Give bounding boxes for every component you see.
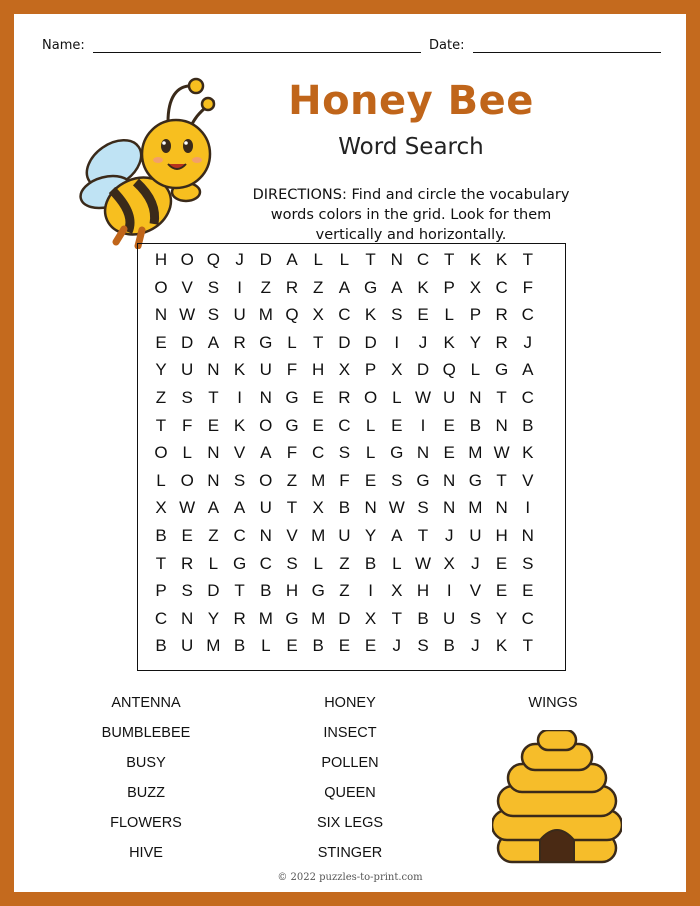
grid-letter[interactable]: M — [206, 636, 221, 656]
word-list-item: ANTENNA — [111, 695, 181, 711]
grid-letter[interactable]: H — [285, 581, 299, 601]
grid-letter[interactable]: H — [312, 360, 325, 380]
grid-letter[interactable]: Z — [260, 277, 271, 297]
word-list-item: QUEEN — [324, 785, 376, 801]
grid-letter[interactable]: N — [364, 498, 377, 518]
grid-letter[interactable]: T — [312, 332, 324, 352]
grid-letter[interactable]: U — [469, 526, 482, 545]
grid-letter[interactable]: A — [233, 498, 246, 518]
grid-letter[interactable]: C — [338, 305, 351, 325]
grid-letter[interactable]: M — [311, 470, 326, 490]
grid-letter[interactable]: Z — [312, 277, 324, 297]
grid-letter[interactable]: N — [469, 388, 482, 407]
grid-letter[interactable]: F — [522, 277, 533, 297]
grid-letter[interactable]: A — [207, 332, 220, 352]
grid-letter[interactable]: P — [155, 581, 167, 601]
grid-letter[interactable]: A — [391, 277, 403, 297]
grid-letter[interactable]: T — [234, 581, 245, 601]
word-list-column-2 — [270, 688, 430, 868]
grid-letter[interactable]: I — [237, 277, 242, 297]
grid-letter[interactable]: E — [338, 636, 351, 656]
grid-letter[interactable]: K — [495, 636, 508, 656]
grid-letter[interactable]: J — [235, 250, 244, 269]
grid-letter[interactable]: G — [363, 277, 378, 297]
grid-letter[interactable]: L — [392, 553, 402, 573]
grid-letter[interactable]: D — [207, 581, 220, 601]
grid-letter[interactable]: S — [181, 581, 193, 601]
grid-letter[interactable]: W — [179, 305, 196, 325]
grid-letter[interactable]: S — [181, 388, 193, 407]
grid-letter[interactable]: U — [181, 360, 194, 380]
grid-letter[interactable]: Q — [206, 250, 220, 269]
grid-letter[interactable]: Y — [207, 608, 220, 628]
grid-letter[interactable]: K — [233, 360, 246, 380]
page-title: Honey Bee — [288, 78, 534, 124]
grid-letter[interactable]: M — [258, 305, 273, 325]
grid-letter[interactable]: E — [312, 388, 324, 407]
grid-letter[interactable]: X — [338, 360, 351, 380]
grid-letter[interactable]: Y — [469, 332, 482, 352]
grid-letter[interactable]: B — [443, 636, 455, 656]
word-list-item: POLLEN — [321, 755, 379, 771]
grid-letter[interactable]: D — [181, 332, 194, 352]
grid-letter[interactable]: T — [391, 608, 402, 628]
grid-letter[interactable]: N — [181, 608, 194, 628]
grid-letter[interactable]: M — [258, 608, 273, 628]
word-list-item: SIX LEGS — [316, 815, 384, 831]
grid-letter[interactable]: N — [443, 470, 456, 490]
directions-text: DIRECTIONS: Find and circle the vocabulary words colors in the grid. Look for them vertically and horizontally. — [252, 187, 570, 243]
grid-letter[interactable]: V — [469, 581, 482, 601]
grid-letter[interactable]: G — [285, 608, 299, 628]
grid-letter[interactable]: A — [391, 526, 403, 545]
grid-letter[interactable]: T — [496, 388, 507, 407]
grid-letter[interactable]: L — [339, 250, 350, 269]
word-list-column-3 — [473, 688, 633, 718]
grid-letter[interactable]: X — [391, 581, 403, 601]
grid-letter[interactable]: M — [311, 608, 326, 628]
grid-letter[interactable]: O — [154, 277, 168, 297]
grid-letter[interactable]: C — [233, 526, 246, 545]
grid-letter[interactable]: K — [522, 443, 534, 463]
grid-letter[interactable]: D — [364, 332, 377, 352]
grid-letter[interactable]: J — [471, 553, 480, 573]
word-list-item: STINGER — [317, 845, 383, 861]
grid-letter[interactable]: G — [390, 443, 404, 463]
grid-letter[interactable]: P — [443, 277, 455, 297]
grid-letter[interactable]: M — [468, 498, 483, 518]
grid-letter[interactable]: A — [260, 443, 272, 463]
grid-letter[interactable]: X — [469, 277, 482, 297]
grid-letter[interactable]: C — [521, 305, 534, 325]
grid-letter[interactable]: R — [495, 305, 508, 325]
grid-letter[interactable]: H — [416, 581, 430, 601]
grid-letter[interactable]: Q — [285, 305, 299, 325]
grid-letter[interactable]: M — [468, 443, 483, 463]
grid-letter[interactable]: N — [154, 305, 168, 325]
grid-letter[interactable]: K — [469, 250, 482, 269]
grid-letter[interactable]: O — [363, 388, 378, 407]
grid-letter[interactable]: I — [368, 581, 373, 601]
date-label: Date: — [429, 38, 465, 53]
word-list-item: HIVE — [129, 845, 163, 861]
word-list-item: FLOWERS — [110, 815, 182, 831]
grid-letter[interactable]: O — [180, 250, 194, 269]
grid-letter[interactable]: U — [259, 360, 272, 380]
grid-letter[interactable]: L — [392, 388, 402, 407]
grid-letter[interactable]: Q — [442, 360, 456, 380]
grid-letter[interactable]: T — [286, 498, 298, 518]
grid-letter[interactable]: T — [208, 388, 219, 407]
grid-letter[interactable]: R — [233, 608, 246, 628]
grid-letter[interactable]: G — [259, 332, 273, 352]
grid-letter[interactable]: R — [338, 388, 351, 407]
grid-letter[interactable]: X — [155, 498, 167, 518]
grid-letter[interactable]: E — [495, 553, 508, 573]
grid-letter[interactable]: R — [181, 553, 194, 573]
grid-letter[interactable]: K — [233, 415, 246, 435]
grid-letter[interactable]: K — [443, 332, 455, 352]
grid-letter[interactable]: A — [522, 360, 534, 380]
grid-letter[interactable]: U — [338, 526, 351, 545]
grid-letter[interactable]: A — [338, 277, 351, 297]
grid-letter[interactable]: Z — [286, 470, 298, 490]
bee-illustration — [76, 64, 216, 249]
grid-letter[interactable]: G — [468, 470, 482, 490]
grid-letter[interactable]: X — [364, 608, 377, 628]
grid-letter[interactable]: E — [522, 581, 534, 601]
grid-letter[interactable]: N — [207, 360, 220, 380]
grid-letter[interactable]: R — [233, 332, 246, 352]
word-list-item: BUZZ — [127, 785, 165, 801]
grid-letter[interactable]: Y — [364, 526, 377, 545]
grid-letter[interactable]: U — [259, 498, 272, 518]
grid-letter[interactable]: B — [260, 581, 272, 601]
grid-letter[interactable]: E — [391, 415, 403, 435]
grid-letter[interactable]: B — [364, 553, 377, 573]
grid-letter[interactable]: J — [418, 332, 428, 352]
grid-letter[interactable]: I — [420, 415, 426, 435]
grid-letter[interactable]: E — [443, 443, 455, 463]
grid-letter[interactable]: K — [495, 250, 508, 269]
grid-letter[interactable]: T — [443, 250, 455, 269]
grid-letter[interactable]: Z — [339, 553, 350, 573]
grid-letter[interactable]: A — [286, 250, 298, 269]
grid-letter[interactable]: B — [338, 498, 351, 518]
grid-letter[interactable]: I — [525, 498, 531, 518]
grid-letter[interactable]: R — [495, 332, 508, 352]
grid-letter[interactable]: X — [443, 553, 455, 573]
grid-letter[interactable]: K — [364, 305, 377, 325]
grid-letter[interactable]: E — [364, 470, 377, 490]
grid-letter[interactable]: V — [233, 443, 246, 463]
beehive-illustration — [492, 730, 622, 868]
grid-letter[interactable]: B — [312, 636, 324, 656]
grid-letter[interactable]: S — [469, 608, 482, 628]
grid-letter[interactable]: A — [207, 498, 220, 518]
grid-letter[interactable]: U — [233, 305, 246, 325]
name-label: Name: — [42, 38, 85, 53]
grid-letter[interactable]: J — [523, 332, 533, 352]
grid-letter[interactable]: Z — [339, 581, 350, 601]
grid-letter[interactable]: G — [416, 470, 430, 490]
grid-letter[interactable]: C — [521, 388, 534, 407]
grid-letter[interactable]: F — [286, 443, 298, 463]
grid-letter[interactable]: Y — [495, 608, 508, 628]
grid-letter[interactable]: T — [365, 250, 376, 269]
grid-letter[interactable]: U — [181, 636, 194, 656]
word-list-item: BUMBLEBEE — [101, 725, 191, 741]
grid-letter[interactable]: L — [313, 250, 323, 269]
grid-letter[interactable]: J — [392, 636, 402, 656]
grid-letter[interactable]: S — [391, 305, 403, 325]
grid-letter[interactable]: X — [312, 498, 324, 518]
grid-letter[interactable]: S — [417, 636, 429, 656]
grid-letter[interactable]: V — [522, 470, 534, 490]
grid-letter[interactable]: S — [391, 470, 403, 490]
grid-letter[interactable]: I — [394, 332, 400, 352]
grid-letter[interactable]: I — [237, 388, 242, 407]
grid-letter[interactable]: L — [156, 470, 166, 490]
grid-letter[interactable]: Z — [155, 388, 167, 407]
grid-letter[interactable]: R — [285, 277, 299, 297]
grid-letter[interactable]: S — [207, 277, 220, 297]
word-list-item: HONEY — [324, 695, 376, 711]
grid-letter[interactable]: E — [364, 636, 377, 656]
grid-letter[interactable]: G — [311, 581, 325, 601]
grid-letter[interactable]: G — [494, 360, 509, 380]
grid-letter[interactable]: C — [338, 415, 351, 435]
grid-letter[interactable]: B — [155, 636, 167, 656]
grid-letter[interactable]: L — [287, 332, 297, 352]
grid-letter[interactable]: N — [259, 388, 272, 407]
grid-letter[interactable]: T — [417, 526, 429, 545]
grid-letter[interactable]: E — [181, 526, 193, 545]
grid-letter[interactable]: S — [233, 470, 246, 490]
grid-letter[interactable]: S — [417, 498, 429, 518]
grid-letter[interactable]: D — [259, 250, 272, 269]
word-list-item: BUSY — [126, 755, 166, 771]
grid-letter[interactable]: M — [311, 526, 326, 545]
grid-letter[interactable]: J — [471, 636, 480, 656]
grid-letter[interactable]: G — [232, 553, 247, 573]
grid-letter[interactable]: I — [446, 581, 452, 601]
grid-letter[interactable]: T — [522, 636, 533, 656]
grid-letter[interactable]: B — [155, 526, 167, 545]
grid-letter[interactable]: O — [259, 415, 273, 435]
grid-letter[interactable]: P — [469, 305, 482, 325]
name-field-line[interactable] — [93, 38, 421, 53]
grid-letter[interactable]: N — [495, 415, 508, 435]
grid-letter[interactable]: N — [259, 526, 272, 545]
grid-letter[interactable]: L — [365, 443, 376, 463]
grid-letter[interactable]: S — [338, 443, 351, 463]
grid-letter[interactable]: P — [364, 360, 377, 380]
grid-letter[interactable]: O — [154, 443, 168, 463]
grid-letter[interactable]: W — [493, 443, 510, 463]
grid-letter[interactable]: S — [207, 305, 220, 325]
grid-letter[interactable]: W — [388, 498, 405, 518]
copyright-footer: © 2022 puzzles-to-print.com — [277, 872, 423, 883]
grid-letter[interactable]: E — [495, 581, 508, 601]
word-list-column-1 — [66, 688, 226, 868]
grid-letter[interactable]: Z — [208, 526, 219, 545]
grid-letter[interactable]: C — [521, 608, 534, 628]
grid-letter[interactable]: L — [313, 553, 323, 573]
grid-letter[interactable]: D — [338, 608, 351, 628]
worksheet-page — [14, 14, 686, 892]
date-field-line[interactable] — [473, 38, 661, 53]
grid-letter[interactable]: C — [495, 277, 508, 297]
grid-letter[interactable]: L — [208, 553, 219, 573]
grid-letter[interactable]: U — [443, 608, 456, 628]
grid-letter[interactable]: N — [416, 443, 430, 463]
word-list-item: INSECT — [323, 725, 377, 741]
grid-letter[interactable]: B — [233, 636, 246, 656]
grid-letter[interactable]: W — [414, 553, 432, 573]
grid-letter[interactable]: H — [495, 526, 508, 545]
name-row — [42, 38, 421, 53]
grid-letter[interactable]: S — [286, 553, 298, 573]
grid-letter[interactable]: G — [285, 415, 299, 435]
grid-letter[interactable]: U — [443, 388, 456, 407]
grid-letter[interactable]: L — [261, 636, 271, 656]
grid-letter[interactable]: N — [207, 443, 220, 463]
grid-letter[interactable]: C — [416, 250, 430, 269]
grid-letter[interactable]: N — [521, 526, 534, 545]
grid-letter[interactable]: D — [416, 360, 430, 380]
date-row — [429, 38, 661, 53]
grid-letter[interactable]: O — [259, 470, 273, 490]
grid-letter[interactable]: E — [417, 305, 429, 325]
grid-letter[interactable]: L — [182, 443, 192, 463]
grid-letter[interactable]: N — [443, 498, 456, 518]
grid-letter[interactable]: N — [207, 470, 220, 490]
grid-letter[interactable]: E — [286, 636, 298, 656]
word-search-grid[interactable] — [137, 243, 566, 671]
grid-letter[interactable]: E — [207, 415, 220, 435]
grid-letter[interactable]: C — [312, 443, 325, 463]
grid-letter[interactable]: N — [495, 498, 508, 518]
grid-letter[interactable]: X — [312, 305, 324, 325]
grid-letter[interactable]: L — [444, 305, 454, 325]
grid-letter[interactable]: S — [522, 553, 534, 573]
grid-letter[interactable]: T — [496, 470, 507, 490]
grid-letter[interactable]: L — [470, 360, 481, 380]
grid-letter[interactable]: E — [155, 332, 167, 352]
grid-letter[interactable]: T — [522, 250, 533, 269]
grid-letter[interactable]: T — [155, 553, 167, 573]
grid-letter[interactable]: K — [417, 277, 429, 297]
page-subtitle: Word Search — [338, 134, 484, 160]
grid-letter[interactable]: V — [181, 277, 193, 297]
grid-letter[interactable]: L — [365, 415, 376, 435]
grid-letter[interactable]: T — [155, 415, 167, 435]
grid-letter[interactable]: G — [285, 388, 299, 407]
grid-letter[interactable]: W — [414, 388, 432, 407]
grid-letter[interactable]: F — [181, 415, 193, 435]
grid-letter[interactable]: C — [154, 608, 168, 628]
grid-letter[interactable]: X — [391, 360, 403, 380]
grid-letter[interactable]: C — [259, 553, 272, 573]
grid-letter[interactable]: W — [179, 498, 196, 518]
grid-letter[interactable]: F — [339, 470, 350, 490]
grid-letter[interactable]: J — [444, 526, 454, 545]
word-list-item: WINGS — [528, 695, 578, 711]
grid-letter[interactable]: O — [180, 470, 194, 490]
grid-letter[interactable]: V — [286, 526, 298, 545]
grid-letter[interactable]: B — [417, 608, 429, 628]
grid-letter[interactable]: F — [286, 360, 298, 380]
grid-letter[interactable]: Y — [155, 360, 167, 380]
grid-letter[interactable]: E — [443, 415, 455, 435]
grid-letter[interactable]: N — [390, 250, 403, 269]
grid-letter[interactable]: E — [312, 415, 324, 435]
grid-letter[interactable]: H — [154, 250, 168, 269]
grid-letter[interactable]: B — [469, 415, 482, 435]
grid-letter[interactable]: D — [338, 332, 351, 352]
grid-letter[interactable]: B — [522, 415, 534, 435]
